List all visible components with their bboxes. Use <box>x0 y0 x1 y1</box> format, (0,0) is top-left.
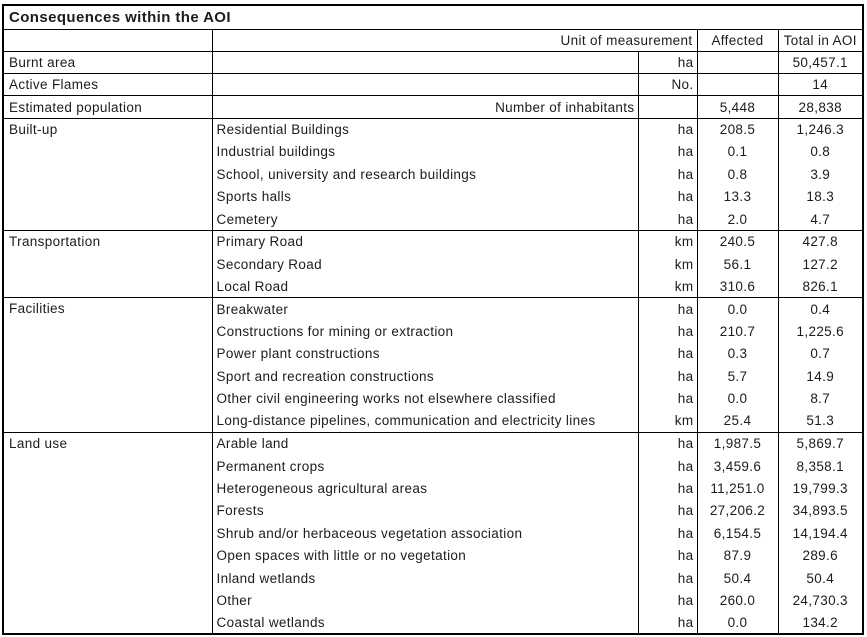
description-cell: Cemetery <box>212 208 638 230</box>
total-cell: 0.7 <box>778 343 863 365</box>
consequences-table <box>2 4 864 635</box>
unit-cell: ha <box>638 612 697 634</box>
affected-cell: 210.7 <box>697 320 778 342</box>
unit-cell: ha <box>638 365 697 387</box>
description-cell: Sports halls <box>212 186 638 208</box>
affected-cell: 11,251.0 <box>697 477 778 499</box>
table-title: Consequences within the AOI <box>9 8 231 26</box>
affected-cell: 0.8 <box>697 163 778 185</box>
unit-cell <box>638 96 697 118</box>
unit-cell: No. <box>638 73 697 95</box>
total-cell: 50,457.1 <box>778 51 863 73</box>
category-cell: Facilities <box>3 298 212 433</box>
table-row <box>3 51 863 73</box>
total-cell: 0.8 <box>778 141 863 163</box>
unit-cell: km <box>638 275 697 297</box>
category-cell: Active Flames <box>3 73 212 95</box>
total-cell: 8.7 <box>778 388 863 410</box>
col-header-affected: Affected <box>697 29 778 51</box>
table-row <box>3 96 863 118</box>
table-row <box>3 118 863 140</box>
unit-cell: ha <box>638 208 697 230</box>
header-empty-cell <box>3 29 212 51</box>
unit-cell: ha <box>638 590 697 612</box>
unit-cell: km <box>638 410 697 432</box>
total-cell: 8,358.1 <box>778 455 863 477</box>
description-cell: Residential Buildings <box>212 118 638 140</box>
unit-cell: ha <box>638 500 697 522</box>
affected-cell: 56.1 <box>697 253 778 275</box>
unit-cell: km <box>638 253 697 275</box>
description-cell: Constructions for mining or extraction <box>212 320 638 342</box>
affected-cell: 6,154.5 <box>697 522 778 544</box>
total-cell: 289.6 <box>778 545 863 567</box>
affected-cell: 27,206.2 <box>697 500 778 522</box>
total-cell: 1,225.6 <box>778 320 863 342</box>
total-cell: 50.4 <box>778 567 863 589</box>
affected-cell: 0.0 <box>697 388 778 410</box>
description-cell: Sport and recreation constructions <box>212 365 638 387</box>
total-cell: 134.2 <box>778 612 863 634</box>
description-cell: Long-distance pipelines, communication and electricity lines <box>212 410 638 432</box>
total-cell: 3.9 <box>778 163 863 185</box>
description-cell: Other <box>212 590 638 612</box>
unit-cell: ha <box>638 388 697 410</box>
affected-cell: 310.6 <box>697 275 778 297</box>
affected-cell: 87.9 <box>697 545 778 567</box>
total-cell: 34,893.5 <box>778 500 863 522</box>
unit-cell: ha <box>638 51 697 73</box>
total-cell: 14,194.4 <box>778 522 863 544</box>
description-cell: Primary Road <box>212 231 638 253</box>
description-cell: Number of inhabitants <box>212 96 638 118</box>
unit-cell: ha <box>638 298 697 320</box>
total-cell: 14.9 <box>778 365 863 387</box>
affected-cell: 240.5 <box>697 231 778 253</box>
unit-cell: ha <box>638 567 697 589</box>
total-cell: 427.8 <box>778 231 863 253</box>
unit-cell: ha <box>638 522 697 544</box>
total-cell: 127.2 <box>778 253 863 275</box>
total-cell: 5,869.7 <box>778 432 863 454</box>
category-cell: Transportation <box>3 231 212 298</box>
affected-cell <box>697 51 778 73</box>
affected-cell: 25.4 <box>697 410 778 432</box>
unit-cell: ha <box>638 186 697 208</box>
description-cell: Open spaces with little or no vegetation <box>212 545 638 567</box>
unit-cell: ha <box>638 477 697 499</box>
description-cell: Inland wetlands <box>212 567 638 589</box>
description-cell: Shrub and/or herbaceous vegetation association <box>212 522 638 544</box>
description-cell: Industrial buildings <box>212 141 638 163</box>
affected-cell: 0.1 <box>697 141 778 163</box>
description-cell: Arable land <box>212 432 638 454</box>
affected-cell: 13.3 <box>697 186 778 208</box>
affected-cell: 208.5 <box>697 118 778 140</box>
description-cell: Forests <box>212 500 638 522</box>
unit-cell: ha <box>638 432 697 454</box>
category-cell: Built-up <box>3 118 212 230</box>
affected-cell <box>697 73 778 95</box>
unit-cell: km <box>638 231 697 253</box>
affected-cell: 0.0 <box>697 298 778 320</box>
total-cell: 14 <box>778 73 863 95</box>
total-cell: 0.4 <box>778 298 863 320</box>
description-cell: School, university and research buildings <box>212 163 638 185</box>
description-cell: Breakwater <box>212 298 638 320</box>
description-cell: Coastal wetlands <box>212 612 638 634</box>
unit-cell: ha <box>638 545 697 567</box>
description-cell <box>212 73 638 95</box>
unit-cell: ha <box>638 320 697 342</box>
total-cell: 24,730.3 <box>778 590 863 612</box>
affected-cell: 3,459.6 <box>697 455 778 477</box>
description-cell: Secondary Road <box>212 253 638 275</box>
unit-cell: ha <box>638 343 697 365</box>
category-cell: Land use <box>3 432 212 634</box>
affected-cell: 260.0 <box>697 590 778 612</box>
unit-cell: ha <box>638 163 697 185</box>
description-cell: Heterogeneous agricultural areas <box>212 477 638 499</box>
col-header-total-in-aoi: Total in AOI <box>778 29 863 51</box>
description-cell: Local Road <box>212 275 638 297</box>
description-cell <box>212 51 638 73</box>
description-cell: Permanent crops <box>212 455 638 477</box>
total-cell: 1,246.3 <box>778 118 863 140</box>
table-row <box>3 298 863 320</box>
affected-cell: 0.0 <box>697 612 778 634</box>
table-row <box>3 432 863 454</box>
total-cell: 28,838 <box>778 96 863 118</box>
unit-cell: ha <box>638 455 697 477</box>
affected-cell: 2.0 <box>697 208 778 230</box>
table-row <box>3 231 863 253</box>
affected-cell: 1,987.5 <box>697 432 778 454</box>
total-cell: 826.1 <box>778 275 863 297</box>
total-cell: 18.3 <box>778 186 863 208</box>
total-cell: 19,799.3 <box>778 477 863 499</box>
affected-cell: 5,448 <box>697 96 778 118</box>
total-cell: 51.3 <box>778 410 863 432</box>
total-cell: 4.7 <box>778 208 863 230</box>
col-header-unit-of-measurement: Unit of measurement <box>212 29 697 51</box>
category-cell: Estimated population <box>3 96 212 118</box>
table-row <box>3 73 863 95</box>
affected-cell: 50.4 <box>697 567 778 589</box>
affected-cell: 5.7 <box>697 365 778 387</box>
table-row <box>3 5 863 29</box>
unit-cell: ha <box>638 141 697 163</box>
description-cell: Other civil engineering works not elsewhere classified <box>212 388 638 410</box>
description-cell: Power plant constructions <box>212 343 638 365</box>
affected-cell: 0.3 <box>697 343 778 365</box>
table-row <box>3 29 863 51</box>
category-cell: Burnt area <box>3 51 212 73</box>
unit-cell: ha <box>638 118 697 140</box>
